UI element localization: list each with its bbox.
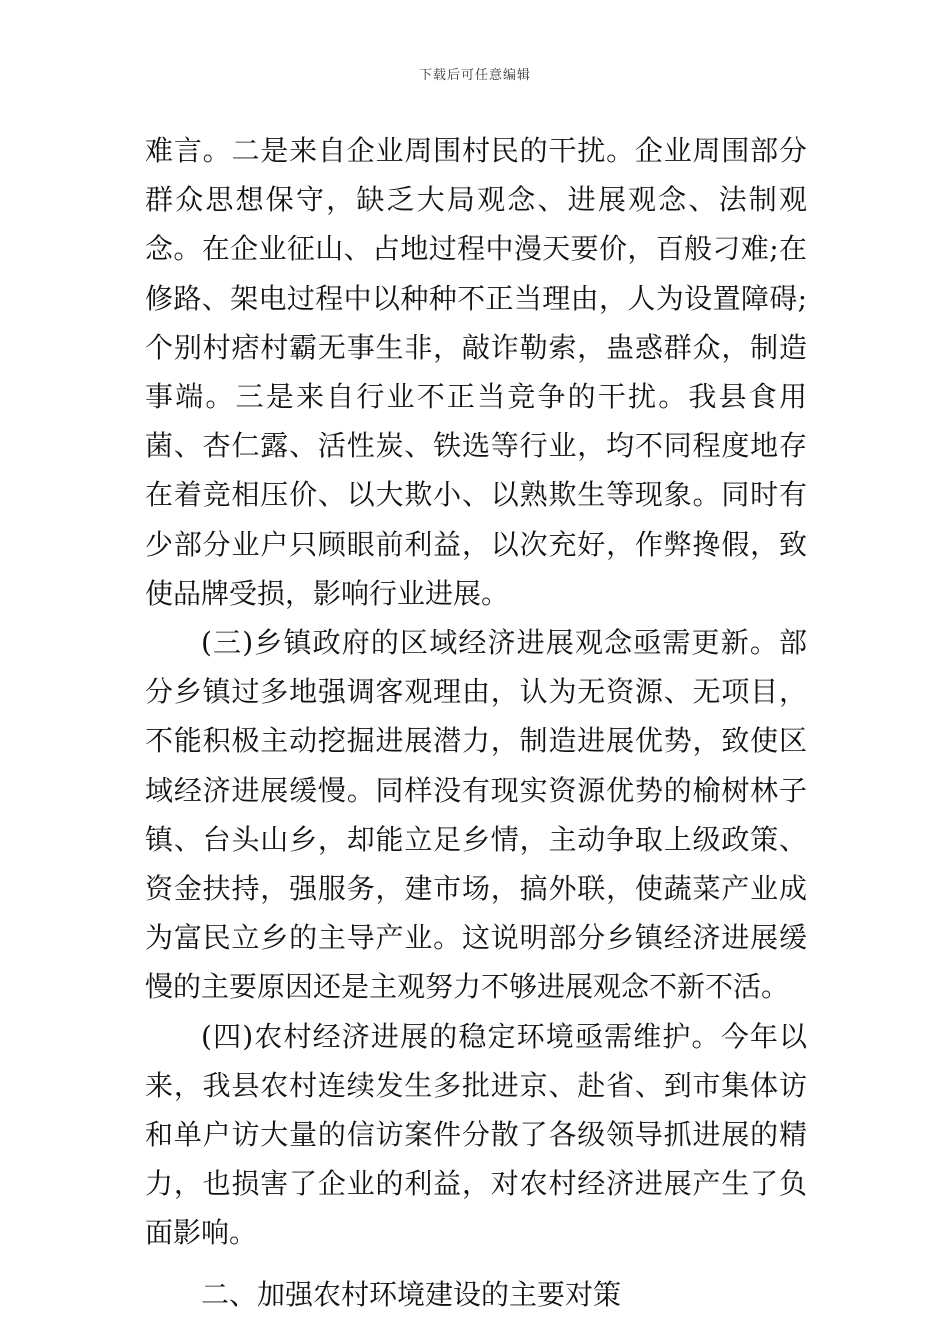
paragraph-section-three: (三)乡镇政府的区域经济进展观念亟需更新。部分乡镇过多地强调客观理由，认为无资源、无项目，不能积极主动挖掘进展潜力，制造进展优势，致使区域经济进展缓慢。同样没有现实资源优势的榆树林子镇、台头山乡，却能立足乡情，主动争取上级政策、资金扶持，强服务，建市场，搞外联，使蔬菜产业成为富民立乡的主导产业。这说明部分乡镇经济进展缓慢的主要原因还是主观努力不够进展观念不新不活。 <box>145 626 807 1004</box>
page-header-note: 下载后可任意编辑 <box>418 68 531 83</box>
section-heading: 二、加强农村环境建设的主要对策 <box>201 1277 622 1311</box>
paragraph-section-four: (四)农村经济进展的稳定环境亟需维护。今年以来，我县农村连续发生多批进京、赴省、到市集体访和单户访大量的信访案件分散了各级领导抓进展的精力，也损害了企业的利益，对农村经济进展产生了负面影响。 <box>145 1019 807 1250</box>
document-body <box>145 126 807 1319</box>
paragraph-continuation: 难言。二是来自企业周围村民的干扰。企业周围部分群众思想保守，缺乏大局观念、进展观念、法制观念。在企业征山、占地过程中漫天要价，百般刁难;在修路、架电过程中以种种不正当理由，人为设置障碍;个别村痞村霸无事生非，敲诈勒索，蛊惑群众，制造事端。三是来自行业不正当竞争的干扰。我县食用菌、杏仁露、活性炭、铁选等行业，均不同程度地存在着竞相压价、以大欺小、以熟欺生等现象。同时有少部分业户只顾眼前利益，以次充好，作弊搀假，致使品牌受损，影响行业进展。 <box>145 134 807 610</box>
